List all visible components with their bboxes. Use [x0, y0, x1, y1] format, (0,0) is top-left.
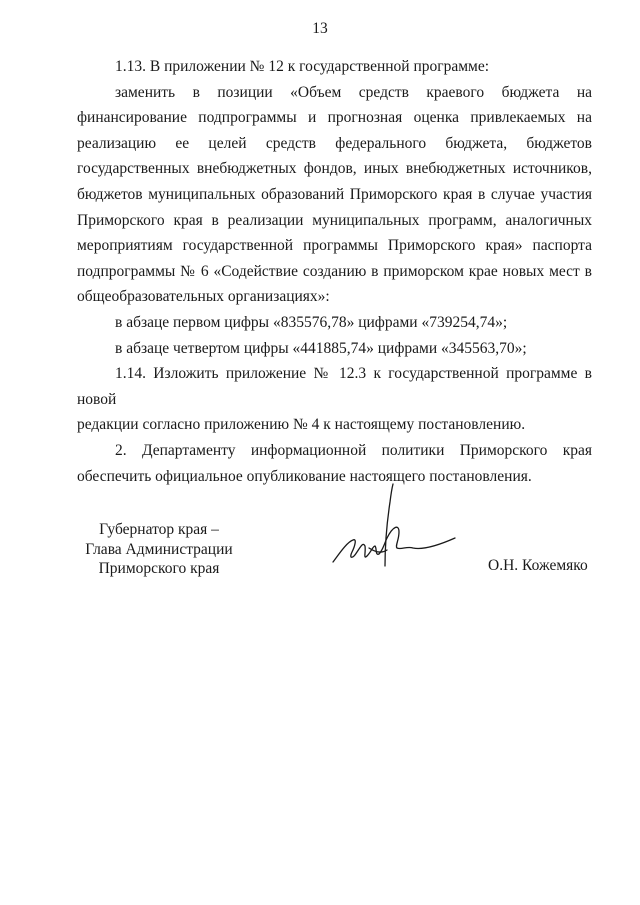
- signer-title: [80, 520, 238, 579]
- text-line: 1.13. В приложении № 12 к государственной программе:: [115, 58, 490, 75]
- handwritten-signature: [325, 480, 465, 580]
- text-line: обеспечить официальное опубликование настоящего постановления.: [77, 467, 532, 485]
- signer-title-line: Губернатор края –: [99, 521, 219, 538]
- text-line: Приморского края в реализации муниципальных программ, аналогичных: [77, 211, 592, 229]
- paragraph-item-1-13: [77, 54, 592, 80]
- paragraph-fourth-abstract: [77, 336, 592, 362]
- text-line: редакции согласно приложению № 4 к настоящему постановлению.: [77, 416, 526, 434]
- text-line: бюджетов муниципальных образований Приморского края в случае участия: [77, 185, 592, 203]
- text-line: подпрограммы № 6 «Содействие созданию в приморском крае новых мест в: [77, 262, 592, 280]
- document-body: [77, 54, 592, 489]
- text-line: финансирование подпрограммы и прогнозная оценка привлекаемых на: [77, 109, 592, 127]
- signer-title-line: Глава Администрации: [85, 540, 233, 558]
- text-line: реализацию ее целей средств федерального бюджета, бюджетов: [77, 134, 592, 152]
- paragraph-item-1-14: [77, 361, 592, 438]
- text-line: общеобразовательных организациях»:: [77, 288, 330, 306]
- signer-title-line: Приморского края: [98, 560, 220, 577]
- text-line: 2. Департаменту информационной политики Приморского края: [115, 441, 592, 459]
- text-line: мероприятиям государственной программы Приморского края» паспорта: [77, 237, 592, 255]
- paragraph-first-abstract: [77, 310, 592, 336]
- text-line: в абзаце четвертом цифры «441885,74» цифрами «345563,70»;: [115, 339, 527, 357]
- text-line: заменить в позиции «Объем средств краевого бюджета на: [115, 83, 592, 101]
- text-line: государственных внебюджетных фондов, иных внебюджетных источников,: [77, 160, 592, 178]
- text-line: 1.14. Изложить приложение № 12.3 к государственной программе в новой: [77, 365, 592, 408]
- page-number: 13: [312, 20, 328, 37]
- paragraph-replace-allocation: [77, 80, 592, 310]
- text-line: в абзаце первом цифры «835576,78» цифрами «739254,74»;: [115, 313, 508, 331]
- signature-block: [0, 520, 640, 610]
- signer-name: О.Н. Кожемяко: [488, 557, 588, 574]
